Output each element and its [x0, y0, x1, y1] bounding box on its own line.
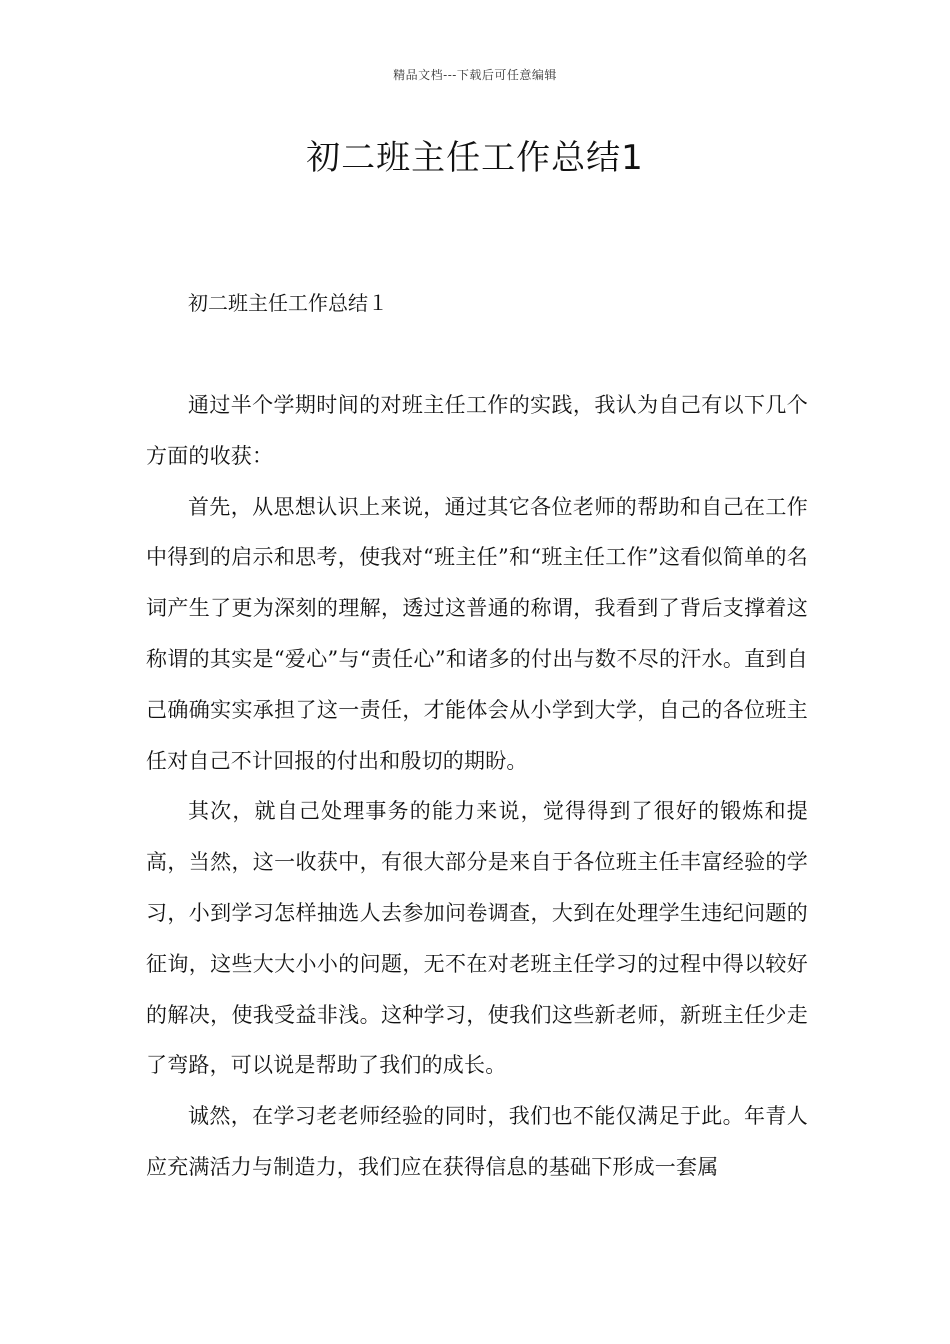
document-title: 初二班主任工作总结1	[306, 138, 644, 178]
paragraph-4: 诚然，在学习老老师经验的同时，我们也不能仅满足于此。年青人应充满活力与制造力，我们应在获得信息的基础下形成一套属	[146, 1104, 808, 1179]
document-body	[146, 380, 808, 1193]
paragraph-3: 其次，就自己处理事务的能力来说，觉得得到了很好的锻炼和提高，当然，这一收获中，有很大部分是来自于各位班主任丰富经验的学习，小到学习怎样抽选人去参加问卷调查，大到在处理学生违纪问题的征询，这些大大小小的问题，无不在对老班主任学习的过程中得以较好的解决，使我受益非浅。这种学习，使我们这些新老师，新班主任少走了弯路，可以说是帮助了我们的成长。	[146, 799, 808, 1078]
paragraph-1: 通过半个学期时间的对班主任工作的实践，我认为自己有以下几个方面的收获：	[146, 393, 808, 468]
paragraph-2: 首先，从思想认识上来说，通过其它各位老师的帮助和自己在工作中得到的启示和思考，使我对“班主任”和“班主任工作”这看似简单的名词产生了更为深刻的理解，透过这普通的称谓，我看到了背后支撑着这称谓的其实是“爱心”与“责任心”和诸多的付出与数不尽的汗水。直到自己确确实实承担了这一责任，才能体会从小学到大学，自己的各位班主任对自己不计回报的付出和殷切的期盼。	[146, 494, 808, 773]
document-subtitle: 初二班主任工作总结１	[188, 291, 388, 315]
header-note: 精品文档---下载后可任意编辑	[393, 68, 557, 82]
